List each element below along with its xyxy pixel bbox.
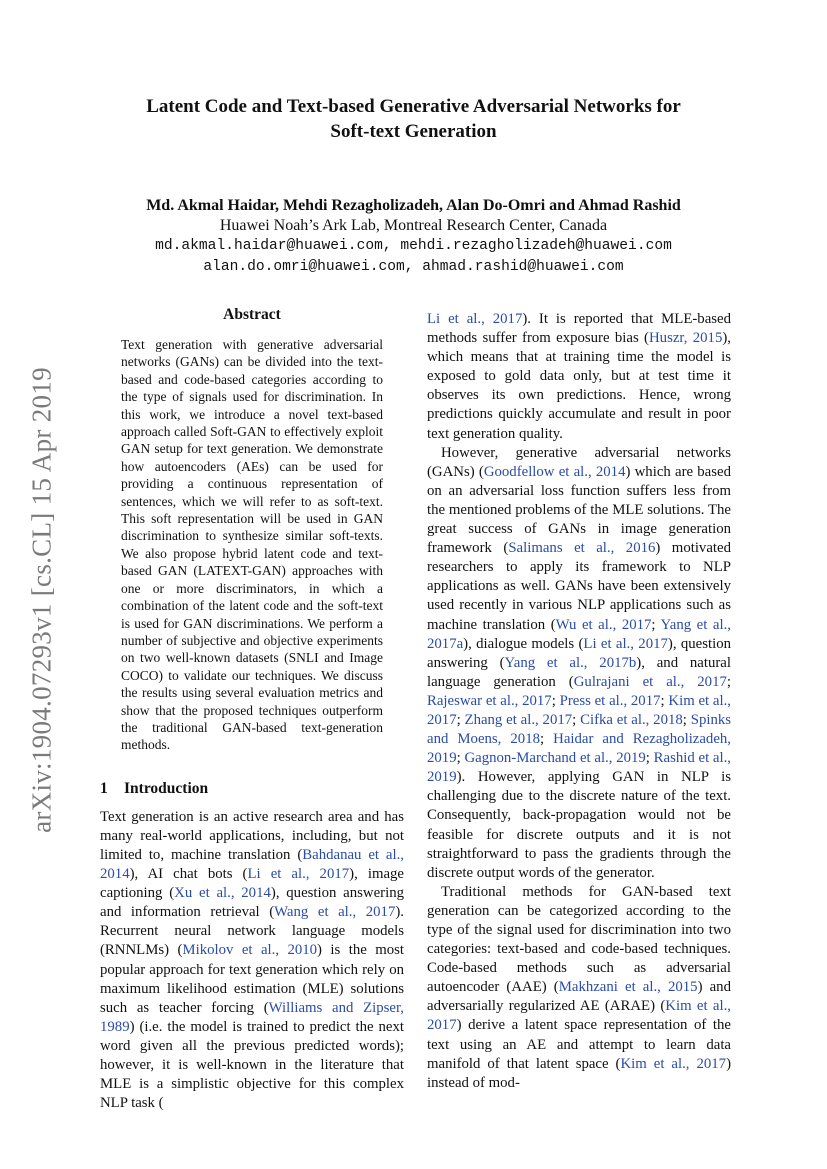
citation-link[interactable]: Wang et al., 2017 (274, 904, 396, 921)
citation-link[interactable]: Makhzani et al., 2015 (558, 979, 698, 996)
citation-link[interactable]: Williams and Zipser, 1989 (100, 999, 405, 1035)
citation-link[interactable]: Kim et al., 2017 (427, 692, 732, 728)
citation-link[interactable]: Rajeswar et al., 2017 (427, 692, 552, 709)
title-block (90, 94, 737, 278)
paragraph-text: ), and natural language generation ( (427, 654, 731, 690)
intro-paragraph-3 (427, 883, 731, 1093)
citation-link[interactable]: Haidar and Rezagholizadeh, 2019 (427, 731, 731, 767)
paragraph-text: ; (660, 692, 669, 709)
citation-link[interactable]: Zhang et al., 2017 (464, 711, 573, 728)
section-number: 1 (100, 779, 108, 797)
paragraph-text: ; (651, 616, 661, 633)
paragraph-text: ; (572, 711, 581, 728)
paragraph-text: ) (i.e. the model is trained to predict the next word given all the previous predicted words); however, it is well-known in the literature that MLE is a simplistic objective for this complex NLP task ( (100, 1018, 404, 1112)
citation-link[interactable]: Kim et al., 2017 (427, 998, 731, 1034)
paragraph-text: ) is the most popular approach for text generation which rely on maximum likelihood estimation (MLE) solutions such as teacher forcing ( (100, 942, 404, 1016)
paragraph-text: ) motivated researchers to apply its framework to NLP applications as well. GANs have been extensively used recently in various NLP applications such as machine translation ( (427, 540, 731, 633)
paper-title (90, 94, 737, 144)
citation-link[interactable]: Bahdanau et al., 2014 (100, 846, 404, 883)
citation-link[interactable]: Cifka et al., 2018 (580, 711, 683, 728)
citation-link[interactable]: Wu et al., 2017 (555, 616, 652, 633)
right-column (427, 310, 731, 1093)
citation-link[interactable]: Press et al., 2017 (559, 692, 661, 709)
arxiv-identifier-text: arXiv:1904.07293v1 [cs.CL] 15 Apr 2019 (26, 367, 57, 833)
citation-link[interactable]: Spinks and Moens, 2018 (427, 711, 732, 748)
arxiv-identifier (22, 360, 62, 840)
intro-paragraph-1 (100, 808, 404, 1114)
citation-link[interactable]: Gulrajani et al., 2017 (573, 673, 727, 690)
paragraph-text: ; (726, 673, 732, 690)
author-list: Md. Akmal Haidar, Mehdi Rezagholizadeh, Alan Do-Omri and Ahmad Rashid (146, 197, 681, 214)
abstract-heading: Abstract (223, 306, 281, 323)
email-line-2: alan.do.omri@huawei.com, ahmad.rashid@huawei.com (203, 259, 624, 275)
paragraph-text: ; (456, 750, 465, 767)
paragraph-text: ), which means that at training time the model is exposed to gold data only, but at test time it observes its own predictions. Hence, wrong predictions quickly accumulate and result in poor text generation quality. (427, 330, 731, 442)
paragraph-text: Text generation is an active research area and has many real-world applications, including, but not limited to, machine translation ( (100, 808, 404, 863)
intro-paragraph-2 (427, 444, 731, 883)
title-line-2: Soft-text Generation (330, 121, 497, 142)
left-column (100, 306, 404, 1113)
citation-link[interactable]: Li et al., 2017 (247, 866, 350, 883)
abstract-body: Text generation with generative adversarial networks (GANs) can be divided into the text-based and code-based categories according to the type of signals used for discrimination. In this work, we introduce a novel text-based approach called Soft-GAN to effectively exploit GAN setup for text generation. We demonstrate how autoencoders (AEs) can be used for providing a continuous representation of sentences, which we will refer to as soft-text. This soft representation will be used in GAN discrimination to synthesize similar soft-texts. We also propose hybrid latent code and text-based GAN (LATEXT-GAN) approaches with one or more discriminators, in which a combination of the latent code and the soft-text is used for GAN discriminations. We perform a number of subjective and objective experiments on two well-known datasets (SNLI and Image COCO) to validate our techniques. We discuss the results using several evaluation metrics and show that the proposed techniques outperform the traditional GAN-based text-generation methods. (121, 337, 383, 753)
paragraph-text: ) derive a latent space representation of the text using an AE and attempt to learn data manifold of that latent space ( (427, 1017, 731, 1072)
citation-link[interactable]: Xu et al., 2014 (174, 885, 271, 902)
paragraph-text: ), dialogue models ( (463, 635, 584, 652)
citation-link[interactable]: Yang et al., 2017b (504, 654, 637, 671)
section-heading-introduction (100, 780, 404, 798)
citation-link[interactable]: Rashid et al., 2019 (427, 750, 731, 786)
citation-link[interactable]: Salimans et al., 2016 (508, 540, 656, 557)
citation-link[interactable]: Kim et al., 2017 (620, 1055, 727, 1072)
paragraph-text: ), question answering and information retrieval ( (100, 885, 404, 921)
paragraph-text: ) and adversarially regularized AE (ARAE) ( (427, 979, 731, 1015)
paragraph-text: ). However, applying GAN in NLP is challenging due to the discrete nature of the text. Consequently, back-propagation would not be feasible for discrete outputs and it is not straightforward to pass the gradients through the discrete output words of the generator. (427, 769, 731, 881)
citation-link[interactable]: Li et al., 2017 (427, 311, 523, 327)
email-line-1: md.akmal.haidar@huawei.com, mehdi.rezagholizadeh@huawei.com (155, 238, 672, 254)
paragraph-text: However, generative adversarial networks (GANs) ( (427, 444, 731, 480)
intro-paragraph-1-continued (427, 310, 731, 444)
citation-link[interactable]: Huszr, 2015 (648, 330, 723, 347)
paragraph-text: ; (645, 750, 654, 767)
paragraph-text: ). Recurrent neural network language models (RNNLMs) ( (100, 904, 404, 959)
paragraph-text: ; (456, 711, 465, 728)
title-line-1: Latent Code and Text-based Generative Adversarial Networks for (146, 96, 681, 117)
citation-link[interactable]: Mikolov et al., 2010 (182, 942, 318, 959)
citation-link[interactable]: Goodfellow et al., 2014 (483, 463, 626, 480)
paragraph-text: ) instead of mod- (427, 1055, 731, 1091)
citation-link[interactable]: Li et al., 2017 (583, 635, 668, 652)
paragraph-text: ; (682, 711, 691, 728)
section-title: Introduction (124, 779, 209, 797)
affiliation: Huawei Noah’s Ark Lab, Montreal Research Center, Canada (219, 217, 608, 234)
paragraph-text: ) which are based on an adversarial loss function suffers less from the mentioned problems of the MLE solutions. The great success of GANs in image generation framework ( (427, 463, 731, 557)
paragraph-text: ), question answering ( (427, 635, 731, 671)
paragraph-text: Traditional methods for GAN-based text generation can be categorized according to the type of the signal used for discrimination into two categories: text-based and code-based techniques. Code-based methods such as adversarial autoencoder (AAE) ( (427, 883, 731, 996)
paragraph-text: ; (551, 692, 560, 709)
paragraph-text: ). It is reported that MLE-based methods suffer from exposure bias ( (427, 311, 731, 347)
citation-link[interactable]: Yang et al., 2017a (427, 616, 731, 652)
citation-link[interactable]: Gagnon-Marchand et al., 2019 (464, 750, 646, 767)
paragraph-text: ), AI chat bots ( (129, 866, 248, 883)
paragraph-text: ; (540, 731, 554, 748)
paragraph-text: ), image captioning ( (100, 866, 404, 902)
